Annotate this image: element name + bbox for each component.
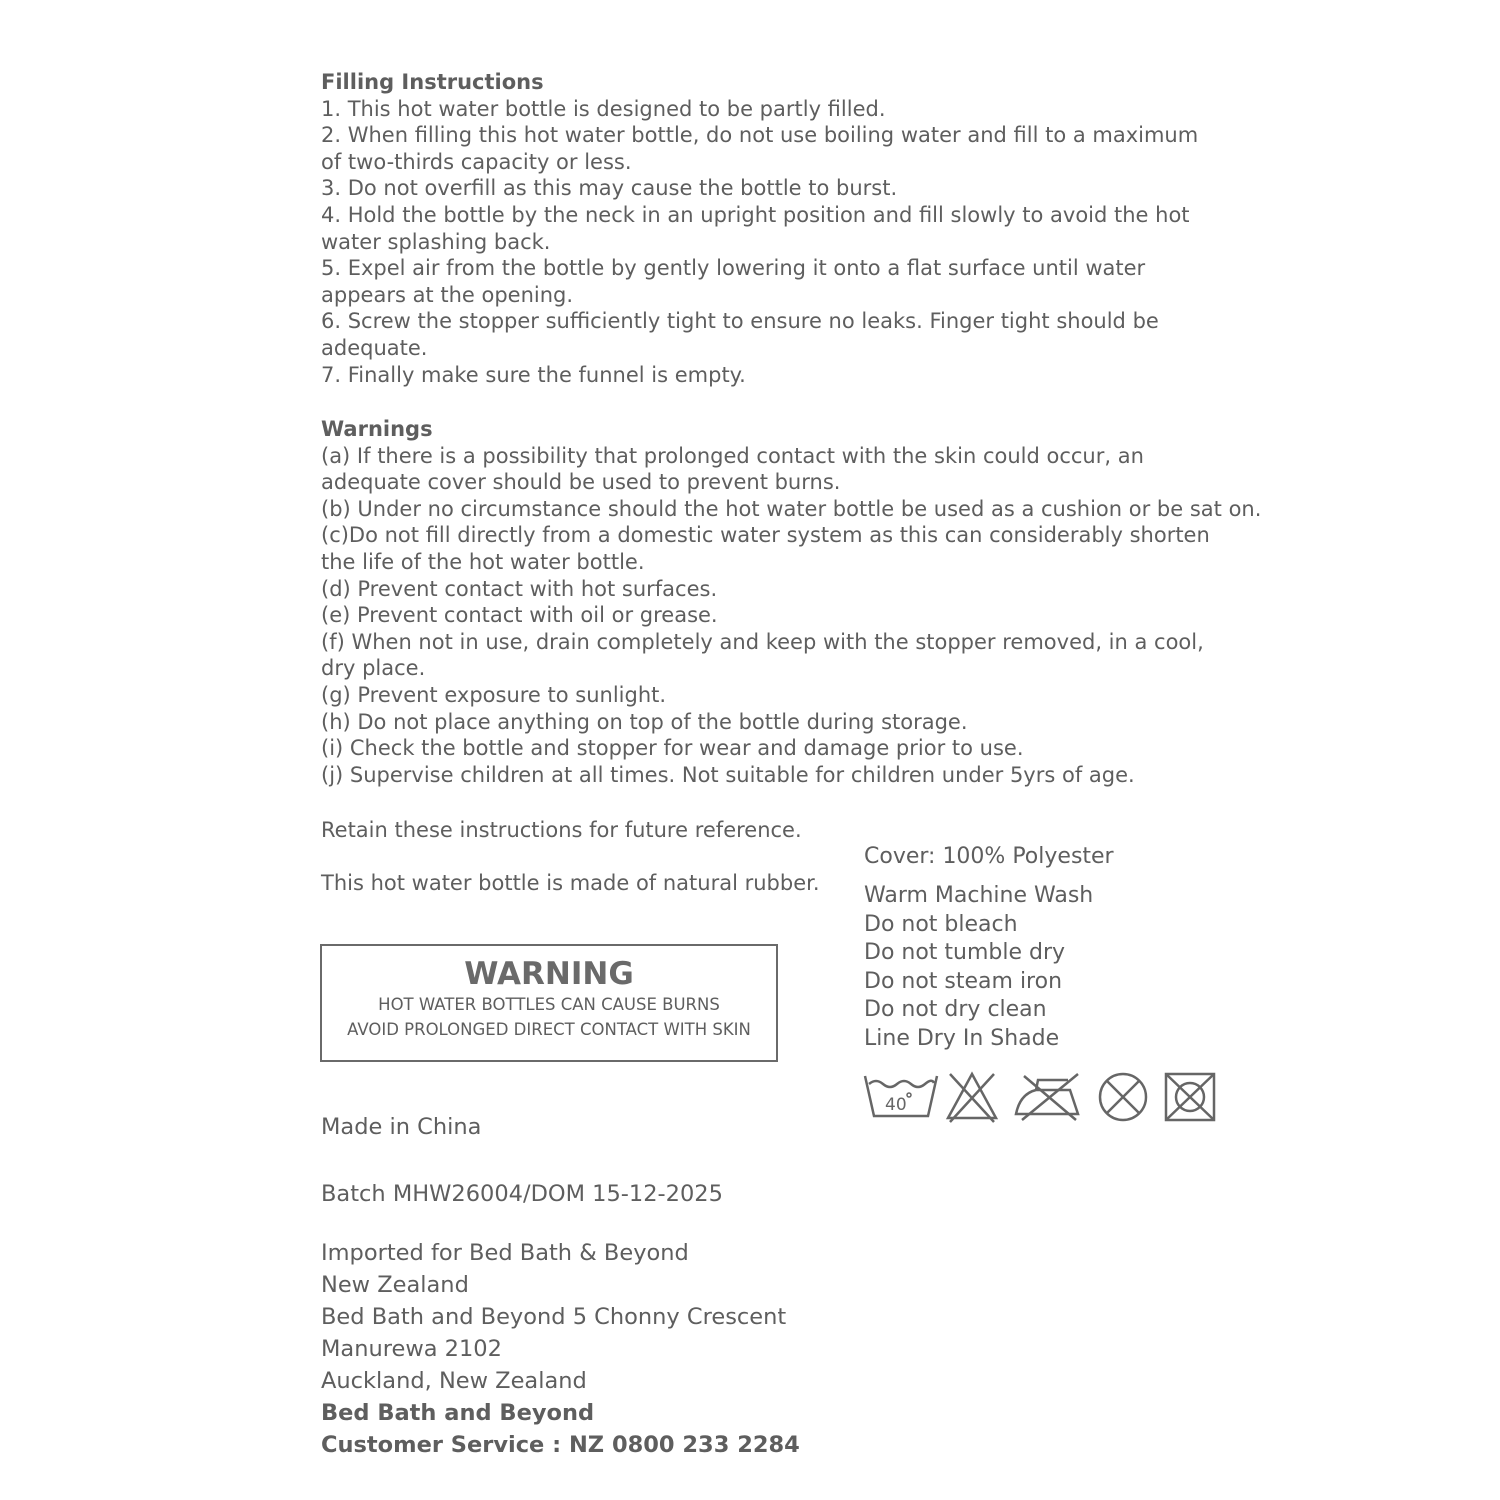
importer-line: Bed Bath and Beyond 5 Chonny Crescent	[321, 1304, 787, 1330]
care-line: Do not tumble dry	[864, 940, 1066, 965]
no-dry-clean-icon	[1096, 1070, 1150, 1124]
origin: Made in China	[321, 1114, 482, 1140]
filling-line: 4. Hold the bottle by the neck in an upright position and fill slowly to avoid the hot	[321, 202, 1190, 227]
importer-block	[321, 1237, 800, 1461]
care-line: Line Dry In Shade	[864, 1025, 1060, 1051]
retain-note: Retain these instructions for future reference.	[321, 818, 802, 842]
warning-line: adequate cover should be used to prevent burns.	[321, 470, 841, 495]
cover-material: Cover: 100% Polyester	[864, 844, 1114, 869]
no-tumble-dry-icon	[1162, 1070, 1218, 1124]
company-name: Bed Bath and Beyond	[321, 1400, 595, 1426]
filling-line: 6. Screw the stopper sufficiently tight to ensure no leaks. Finger tight should be	[321, 309, 1159, 334]
warning-line: (a) If there is a possibility that prolonged contact with the skin could occur, an	[321, 443, 1144, 468]
customer-service: Customer Service : NZ 0800 233 2284	[321, 1432, 800, 1458]
filling-line: of two-thirds capacity or less.	[321, 149, 632, 174]
filling-line: appears at the opening.	[321, 282, 574, 307]
material-note: This hot water bottle is made of natural rubber.	[321, 871, 820, 895]
care-line: Do not steam iron	[864, 968, 1063, 994]
filling-line: 2. When filling this hot water bottle, do not use boiling water and fill to a maximum	[321, 123, 1199, 148]
warning-line: (g) Prevent exposure to sunlight.	[321, 682, 667, 707]
warning-box-line: AVOID PROLONGED DIRECT CONTACT WITH SKIN	[347, 1020, 751, 1039]
warnings-section	[321, 416, 1261, 788]
warning-line: (d) Prevent contact with hot surfaces.	[321, 576, 718, 601]
importer-line: Manurewa 2102	[321, 1336, 502, 1362]
warning-box	[320, 944, 778, 1062]
filling-line: 7. Finally make sure the funnel is empty.	[321, 362, 746, 387]
warnings-heading: Warnings	[321, 417, 433, 441]
no-bleach-icon	[944, 1070, 1000, 1124]
importer-line: New Zealand	[321, 1272, 469, 1298]
filling-line: 3. Do not overfill as this may cause the bottle to burst.	[321, 176, 898, 201]
filling-line: adequate.	[321, 335, 428, 360]
care-line: Warm Machine Wash	[864, 883, 1094, 908]
filling-line: 1. This hot water bottle is designed to be partly filled.	[321, 96, 886, 121]
filling-instructions-heading: Filling Instructions	[321, 70, 544, 94]
warning-line: dry place.	[321, 656, 426, 681]
warning-box-line: HOT WATER BOTTLES CAN CAUSE BURNS	[378, 995, 720, 1014]
warning-line: the life of the hot water bottle.	[321, 549, 645, 574]
filling-line: 5. Expel air from the bottle by gently lowering it onto a flat surface until water	[321, 256, 1146, 281]
care-line: Do not bleach	[864, 911, 1018, 937]
warning-line: (i) Check the bottle and stopper for wear and damage prior to use.	[321, 736, 1024, 761]
warning-line: (h) Do not place anything on top of the bottle during storage.	[321, 709, 968, 734]
care-instructions	[864, 882, 1093, 1053]
importer-line: Auckland, New Zealand	[321, 1368, 587, 1394]
wash-temperature: 40	[885, 1095, 907, 1115]
warning-line: (c)Do not fill directly from a domestic water system as this can considerably shorten	[321, 523, 1210, 548]
importer-line: Imported for Bed Bath & Beyond	[321, 1240, 689, 1266]
warning-line: (f) When not in use, drain completely and keep with the stopper removed, in a cool,	[321, 629, 1204, 654]
batch-number: Batch MHW26004/DOM 15-12-2025	[321, 1181, 723, 1207]
filling-line: water splashing back.	[321, 229, 551, 254]
no-iron-icon	[1012, 1070, 1084, 1124]
wash-40-icon	[862, 1070, 940, 1122]
warning-line: (j) Supervise children at all times. Not suitable for children under 5yrs of age.	[321, 762, 1135, 787]
warning-line: (e) Prevent contact with oil or grease.	[321, 603, 718, 628]
filling-instructions-section	[321, 69, 1198, 388]
care-line: Do not dry clean	[864, 997, 1047, 1022]
warning-box-title: WARNING	[464, 956, 634, 992]
warning-line: (b) Under no circumstance should the hot water bottle be used as a cushion or be sat on.	[321, 496, 1262, 521]
